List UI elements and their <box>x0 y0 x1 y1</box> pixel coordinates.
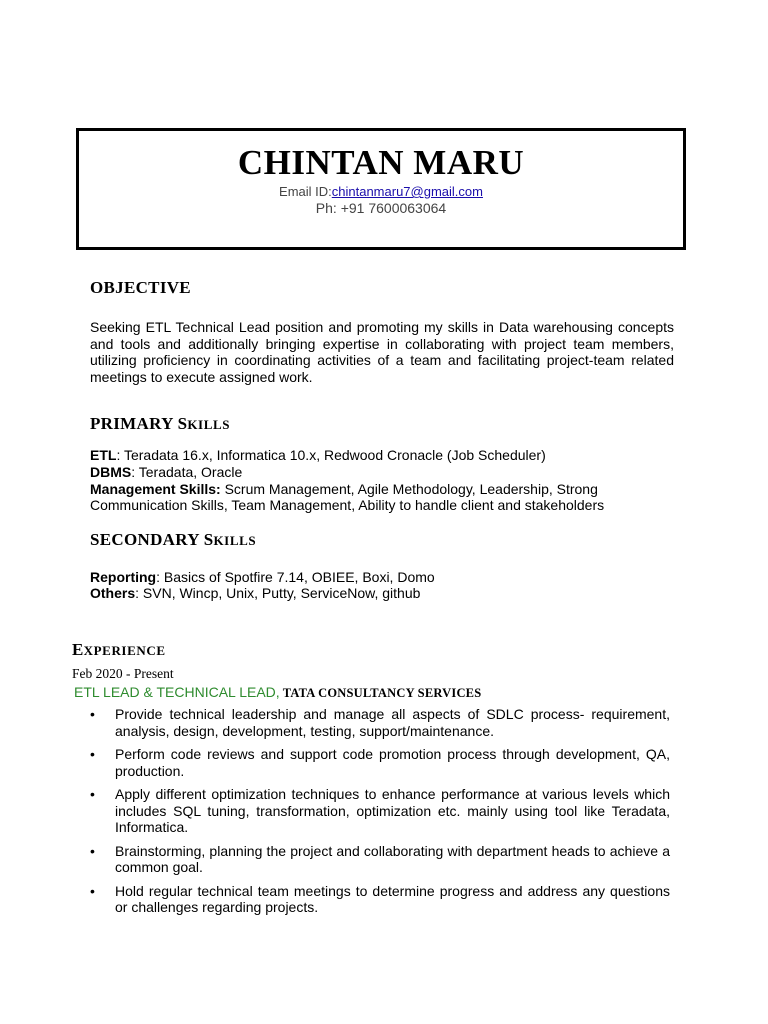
reporting-value: : Basics of Spotfire 7.14, OBIEE, Boxi, Domo <box>156 569 435 585</box>
list-item-text: Brainstorming, planning the project and collaborating with department heads to achieve a common goal. <box>115 842 670 875</box>
experience-heading <box>72 640 166 660</box>
bullet-icon: • <box>90 706 95 722</box>
list-item <box>90 786 670 836</box>
dbms-value: : Teradata, Oracle <box>131 464 243 480</box>
management-label: Management Skills: <box>90 481 221 497</box>
list-item <box>90 706 670 739</box>
reporting-skill-line <box>90 569 435 586</box>
reporting-label: Reporting <box>90 569 157 585</box>
others-value: : SVN, Wincp, Unix, Putty, ServiceNow, github <box>135 585 421 601</box>
secondary-skills-heading-main: SECONDARY S <box>90 530 214 549</box>
list-item-text: Provide technical leadership and manage all aspects of SDLC process- requirement, analysis, design, development, testing, support/maintenance. <box>115 706 670 739</box>
email-label: Email ID: <box>279 184 332 199</box>
list-item <box>90 883 670 916</box>
header-box <box>76 128 686 250</box>
secondary-skills-heading <box>90 530 256 550</box>
objective-text: Seeking ETL Technical Lead position and promoting my skills in Data warehousing concepts and tools and additionally bringing expertise in collaborating with project team members, utilizing proficiency in coordinating activities of a team and facilitating project-team related meetings to execute assigned work. <box>90 319 674 385</box>
list-item-text: Hold regular technical team meetings to determine progress and address any questions or challenges regarding projects. <box>115 882 670 915</box>
candidate-name: CHINTAN MARU <box>237 143 525 182</box>
email-line <box>79 184 683 199</box>
etl-skill-line <box>90 447 546 464</box>
management-value: Scrum Management, Agile Methodology, Leadership, Strong <box>220 481 598 497</box>
job-title-line <box>74 684 481 701</box>
dbms-label: DBMS <box>90 464 132 480</box>
bullet-icon: • <box>90 746 95 762</box>
list-item <box>90 746 670 779</box>
objective-heading: OBJECTIVE <box>90 278 191 297</box>
job-role: ETL LEAD & TECHNICAL LEAD, <box>74 684 280 700</box>
secondary-skills-heading-small: KILLS <box>213 533 257 548</box>
list-item-text: Perform code reviews and support code promotion process through development, QA, production. <box>115 746 670 779</box>
others-skill-line <box>90 585 420 602</box>
bullet-icon: • <box>90 842 95 859</box>
responsibility-list <box>90 706 670 923</box>
bullet-icon: • <box>90 786 95 802</box>
job-date: Feb 2020 - Present <box>72 666 174 681</box>
dbms-skill-line <box>90 464 242 481</box>
primary-skills-heading <box>90 414 230 434</box>
management-skill-line <box>90 481 598 498</box>
management-skill-line-2: Communication Skills, Team Management, Ability to handle client and stakeholders <box>90 497 605 513</box>
etl-value: : Teradata 16.x, Informatica 10.x, Redwood Cronacle (Job Scheduler) <box>116 447 546 463</box>
experience-heading-main: E <box>72 640 84 659</box>
bullet-icon: • <box>90 882 95 899</box>
email-link[interactable]: chintanmaru7@gmail.com <box>331 184 483 199</box>
experience-heading-small: XPERIENCE <box>83 643 166 658</box>
list-item-text: Apply different optimization techniques to enhance performance at various levels which includes SQL tuning, transformation, optimization etc. mainly using tool like Teradata, Informatica. <box>115 786 670 835</box>
primary-skills-heading-main: PRIMARY S <box>90 414 188 433</box>
others-label: Others <box>90 585 136 601</box>
list-item <box>90 843 670 876</box>
company-name: TATA CONSULTANCY SERVICES <box>279 686 482 700</box>
etl-label: ETL <box>90 447 117 463</box>
phone-number: Ph: +91 7600063064 <box>315 200 447 216</box>
primary-skills-heading-small: KILLS <box>187 417 231 432</box>
